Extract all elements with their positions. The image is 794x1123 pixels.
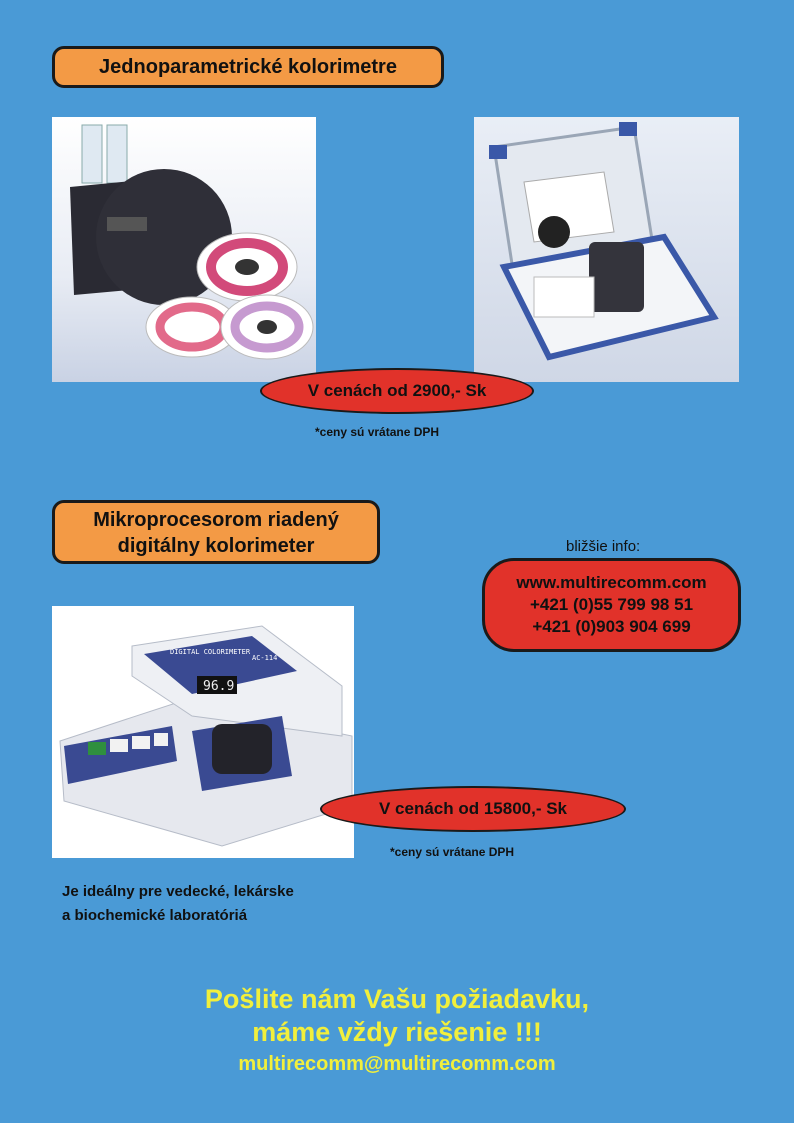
description-line2: a biochemické laboratóriá [62,907,248,924]
contact-label: bližšie info: [566,538,641,555]
footer-line2: máme vždy riešenie !!! [252,1017,542,1047]
description [62,880,294,928]
phone-1: +421 (0)55 799 98 51 [529,595,694,614]
case-kit-image [474,117,739,382]
device-display-value: 96.9 [203,679,235,694]
comparator-image [52,117,316,382]
section1-heading [52,46,444,88]
case-kit-photo [474,117,739,382]
vat-note-2: *ceny sú vrátane DPH [390,845,515,859]
footer-line1: Pošlite nám Vašu požiadavku, [204,984,590,1014]
section2-heading-line2: digitálny kolorimeter [117,535,315,557]
device-model: AC-114 [252,654,278,662]
footer-email[interactable]: multirecomm@multirecomm.com [238,1053,556,1075]
price-text-1: V cenách od 2900,- Sk [307,381,487,400]
contact-box [482,558,741,652]
comparator-photo [52,117,316,382]
phone-2: +421 (0)903 904 699 [532,617,691,636]
vat-note-1: *ceny sú vrátane DPH [315,425,440,439]
section2-heading [52,500,380,564]
section2-heading-line1: Mikroprocesorom riadený [93,509,339,531]
section1-heading-text: Jednoparametrické kolorimetre [99,56,397,78]
price-badge-2 [320,786,626,832]
price-text-2: V cenách od 15800,- Sk [378,799,568,818]
digital-colorimeter-photo [52,606,354,858]
price-badge-1 [260,368,534,414]
digital-colorimeter-image [52,606,354,858]
description-line1: Je ideálny pre vedecké, lekárske [62,883,294,900]
device-brand: DIGITAL COLORIMETER [170,648,251,656]
website-link[interactable]: www.multirecomm.com [516,573,707,592]
